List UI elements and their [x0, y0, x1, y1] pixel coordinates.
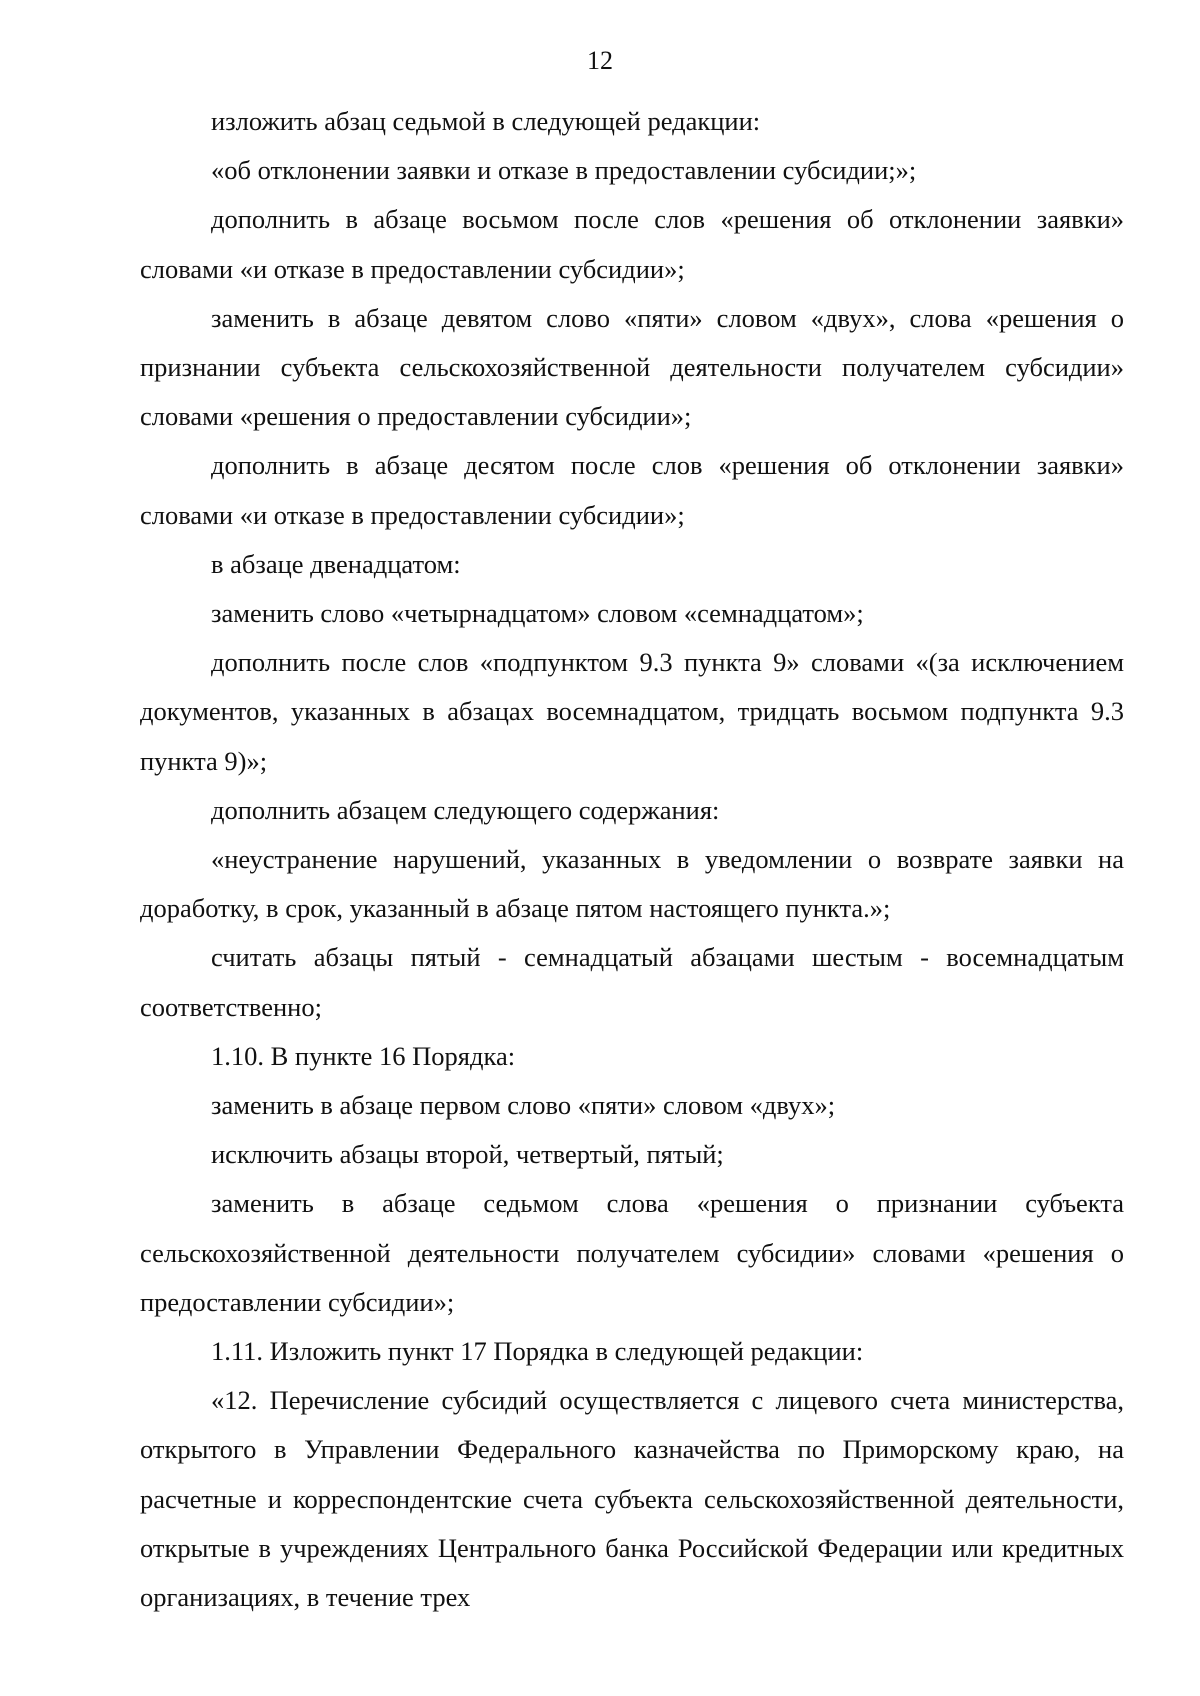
document-body: [140, 97, 1124, 1622]
paragraph-7: заменить слово «четырнадцатом» словом «семнадцатом»;: [211, 598, 864, 629]
paragraph-16: 1.11. Изложить пункт 17 Порядка в следующей редакции:: [211, 1336, 864, 1367]
paragraph-2: «об отклонении заявки и отказе в предоставлении субсидии;»;: [211, 155, 917, 186]
paragraph-10: «неустранение нарушений, указанных в уведомлении о возврате заявки на доработку, в срок, указанный в абзаце пятом настоящего пункта.»;: [140, 844, 1124, 924]
paragraph-3: дополнить в абзаце восьмом после слов «решения об отклонении заявки» словами «и отказе в предоставлении субсидии»;: [140, 204, 1124, 284]
paragraph-6: в абзаце двенадцатом:: [211, 548, 461, 579]
page-number: 12: [587, 46, 613, 75]
paragraph-12: 1.10. В пункте 16 Порядка:: [211, 1040, 516, 1071]
paragraph-14: исключить абзацы второй, четвертый, пятый;: [211, 1139, 724, 1170]
paragraph-5: дополнить в абзаце десятом после слов «решения об отклонении заявки» словами «и отказе в предоставлении субсидии»;: [140, 450, 1124, 530]
paragraph-8: дополнить после слов «подпунктом 9.3 пункта 9» словами «(за исключением документов, указанных в абзацах восемнадцатом, тридцать восьмом подпункта 9.3 пункта 9)»;: [140, 647, 1124, 776]
paragraph-11: считать абзацы пятый - семнадцатый абзацами шестым - восемнадцатым соответственно;: [140, 942, 1124, 1022]
paragraph-13: заменить в абзаце первом слово «пяти» словом «двух»;: [211, 1090, 836, 1121]
paragraph-9: дополнить абзацем следующего содержания:: [211, 794, 720, 825]
paragraph-1: изложить абзац седьмой в следующей редакции:: [211, 106, 761, 136]
paragraph-15: заменить в абзаце седьмом слова «решения о признании субъекта сельскохозяйственной деятельности получателем субсидии» словами «решения о предоставлении субсидии»;: [140, 1188, 1124, 1317]
paragraph-17: «12. Перечисление субсидий осуществляется с лицевого счета министерства, открытого в Управлении Федерального казначейства по Приморскому краю, на расчетные и корреспондентские счета субъекта сельскохозяйственной деятельности, открытые в учреждениях Центрального банка Российской Федерации или кредитных организациях, в течение трех: [140, 1385, 1124, 1613]
paragraph-4: заменить в абзаце девятом слово «пяти» словом «двух», слова «решения о признании субъекта сельскохозяйственной деятельности получателем субсидии» словами «решения о предоставлении субсидии»;: [140, 302, 1124, 432]
